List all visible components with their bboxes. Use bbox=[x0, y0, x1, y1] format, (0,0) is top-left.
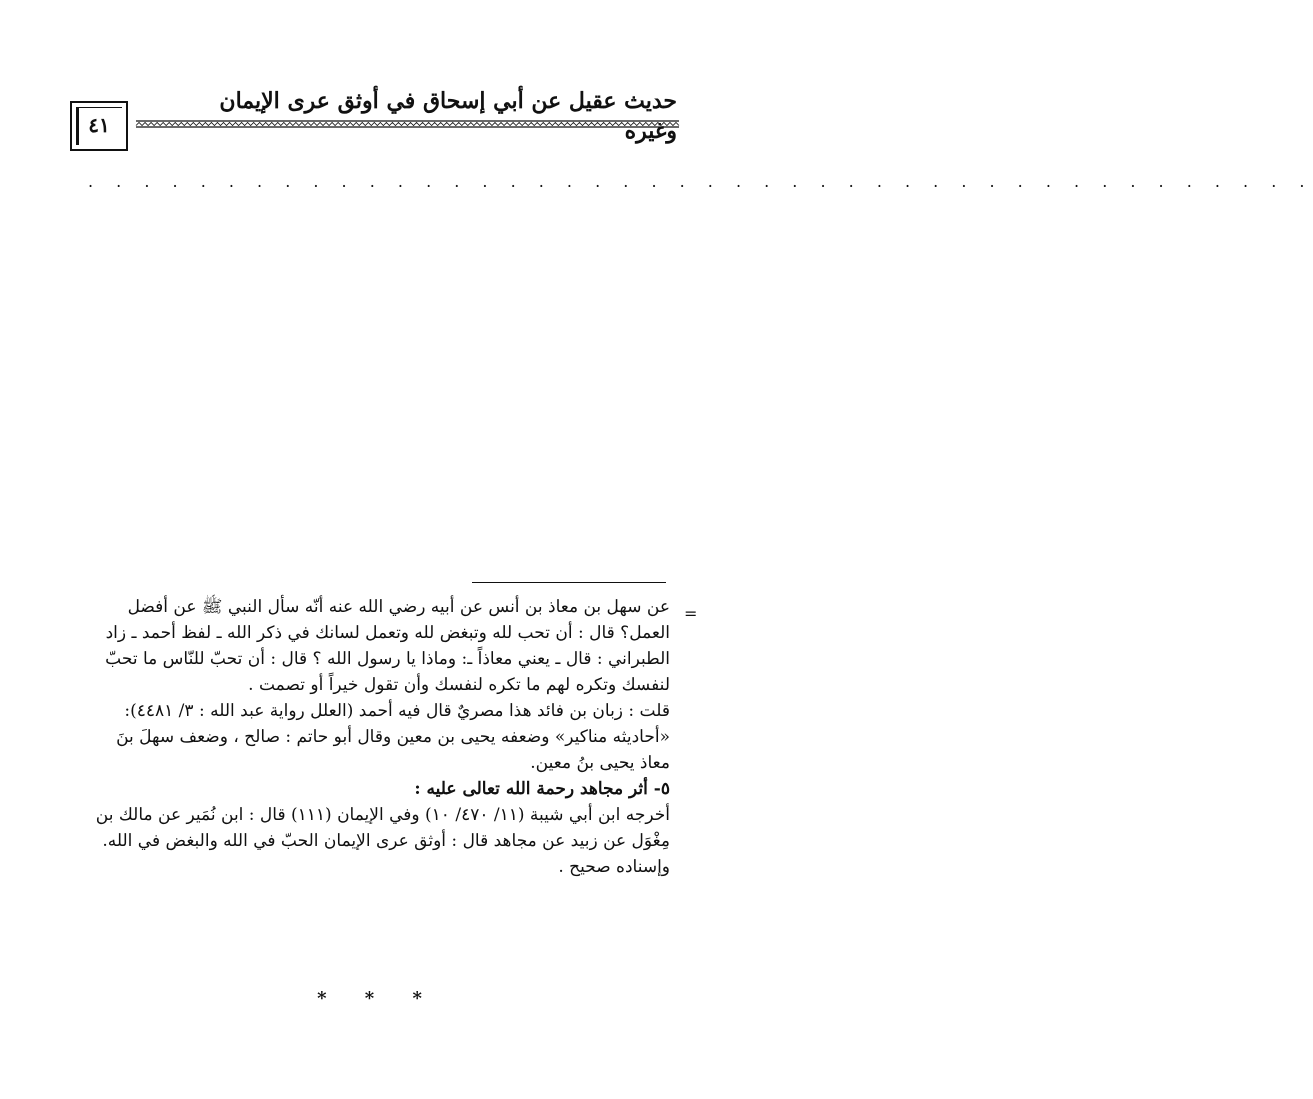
footnote-line: لنفسك وتكره لهم ما تكره لنفسك وأن تقول خيراً أو تصمت . bbox=[248, 675, 670, 695]
footnote-line: الطبراني : قال ـ يعني معاذاً ـ: وماذا يا رسول الله ؟ قال : أن تحبّ للنّاس ما تحبّ bbox=[105, 649, 670, 669]
section-line: وإسناده صحيح . bbox=[558, 857, 670, 877]
footnote-line: «أحاديثه مناكير» وضعفه يحيى بن معين وقال أبو حاتم : صالح ، وضعف سهلَ بنَ bbox=[116, 727, 670, 747]
section-heading: ٥- أثر مجاهد رحمة الله تعالى عليه : bbox=[414, 779, 670, 799]
footnote-line: عن سهل بن معاذ بن أنس عن أبيه رضي الله عنه أنّه سأل النبي ﷺ عن أفضل bbox=[127, 597, 670, 617]
section-line: أخرجه ابن أبي شيبة (١١/ ٤٧٠/ ١٠) وفي الإيمان (١١١) قال : ابن نُمَير عن مالك بن bbox=[95, 805, 670, 825]
section-line: مِغْوَل عن زبيد عن مجاهد قال : أوثق عرى الإيمان الحبّ في الله والبغض في الله. bbox=[102, 831, 670, 851]
running-header-title: حديث عقيل عن أبي إسحاق في أوثق عرى الإيمان وغيره bbox=[219, 88, 677, 144]
dotted-separator: . . . . . . . . . . . . . . . . . . . . . . . . . . . . . . . . . . . . . . . . . . . . bbox=[88, 172, 1313, 191]
end-stars: * * * bbox=[317, 988, 438, 1009]
footnote-body bbox=[76, 594, 670, 880]
footnote-line: العمل؟ قال : أن تحب لله وتبغض لله وتعمل لسانك في ذكر الله ـ لفظ أحمد ـ زاد bbox=[105, 623, 670, 643]
footnote-rule bbox=[472, 582, 666, 583]
footnote-continuation-mark: = bbox=[684, 604, 698, 623]
footnote-line: قلت : زبان بن فائد هذا مصريٌ قال فيه أحمد (العلل رواية عبد الله : ٣/ ٤٤٨١): bbox=[124, 701, 670, 721]
footnote-line: معاذ يحيى بنُ معين. bbox=[530, 753, 670, 773]
header-decorative-rule bbox=[136, 120, 679, 128]
page-number-box bbox=[70, 101, 128, 151]
page-number: ٤١ bbox=[88, 113, 110, 137]
